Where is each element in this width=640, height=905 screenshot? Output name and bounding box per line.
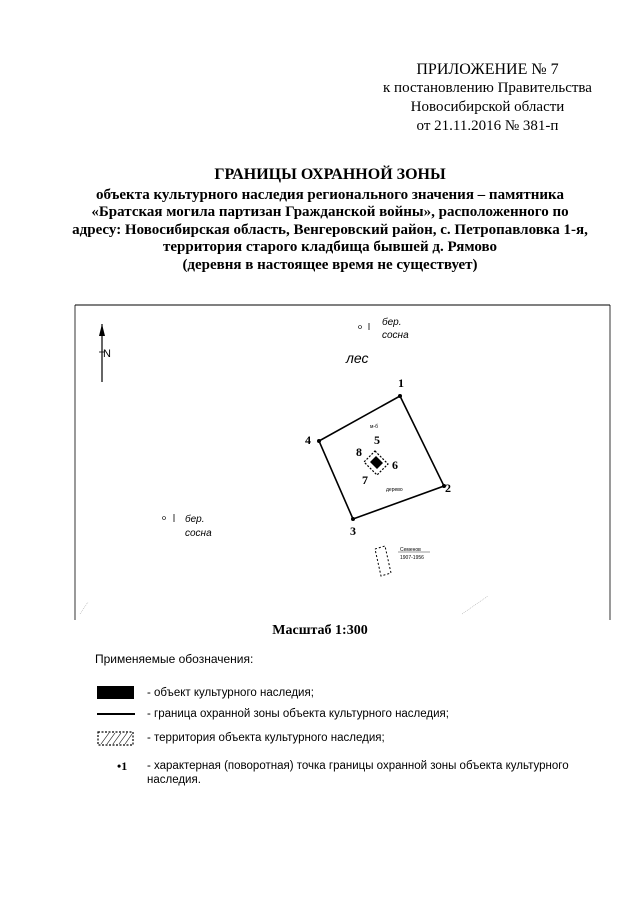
appendix-line-2: Новосибирской области [410,99,565,115]
appendix-line-1: к постановлению Правительства [383,80,592,96]
boundary-point-3 [351,517,355,521]
legend-object-text: - объект культурного наследия; [147,687,314,699]
tree-symbol-1 [359,323,370,330]
boundary-point-1 [398,394,402,398]
legend-boundary-text: - граница охранной зоны объекта культурного наследия; [147,708,449,720]
forest-label: лес [346,350,369,366]
site-plan-map [74,302,611,620]
title-line-2: «Братская могила партизан Гражданской войны», расположенного по [91,204,569,220]
title-line-4: территория старого кладбища бывшей д. Рямово [163,239,497,255]
point-label-6: 6 [392,458,398,472]
nearby-grave-outline [375,546,391,576]
point-label-2: 2 [445,481,451,495]
document-title [60,166,600,274]
point-label-5: 5 [374,433,380,447]
appendix-block [380,60,595,136]
appendix-line-3: от 21.11.2016 № 381-п [416,118,559,134]
appendix-heading: ПРИЛОЖЕНИЕ № 7 [416,61,559,78]
grave-text-1: Семенов [400,547,421,553]
legend-object-symbol [95,686,137,700]
title-main: ГРАНИЦЫ ОХРАННОЙ ЗОНЫ [214,166,446,183]
point-label-7: 7 [362,473,368,487]
protection-zone-boundary [319,396,444,519]
title-line-5: (деревня в настоящее время не существует) [182,256,478,273]
heritage-object [370,456,383,469]
point-label-1: 1 [398,376,404,390]
tree-1-label-1: бер. [382,317,402,328]
legend-boundary-symbol [95,707,137,721]
legend-territory-text: - территория объекта культурного наследия; [147,732,385,744]
map-tiny-label-bottom: дерево [386,487,403,493]
tree-2-label-2: сосна [185,528,212,539]
title-line-3: адресу: Новосибирская область, Венгеровский район, с. Петропавловка 1-я, [72,221,588,238]
map-tiny-label-top: м-б [370,424,378,430]
legend-item-point [95,759,595,791]
legend-heading: Применяемые обозначения: [95,652,254,666]
boundary-point-4 [317,439,321,443]
title-line-1: объекта культурного наследия регионального значения – памятника [96,186,564,203]
site-plan-drawing [74,302,611,620]
point-label-4: 4 [305,433,311,447]
legend-item-object [95,686,595,702]
tree-1-label-2: сосна [382,330,409,341]
tree-2-label-1: бер. [185,514,205,525]
legend-point-text: - характерная (поворотная) точка границы охранной зоны объекта культурного наследия. [147,760,569,786]
tree-symbol-2 [163,514,175,522]
legend-territory-symbol [95,731,137,747]
map-scale: Масштаб 1:300 [272,623,368,638]
point-label-8: 8 [356,445,362,459]
grave-text-2: 1907-1956 [400,555,424,561]
legend-item-territory [95,731,595,749]
point-label-3: 3 [350,524,356,538]
legend-item-boundary [95,707,595,723]
legend-point-symbol: •1 [117,759,128,773]
north-label: N [103,348,111,360]
